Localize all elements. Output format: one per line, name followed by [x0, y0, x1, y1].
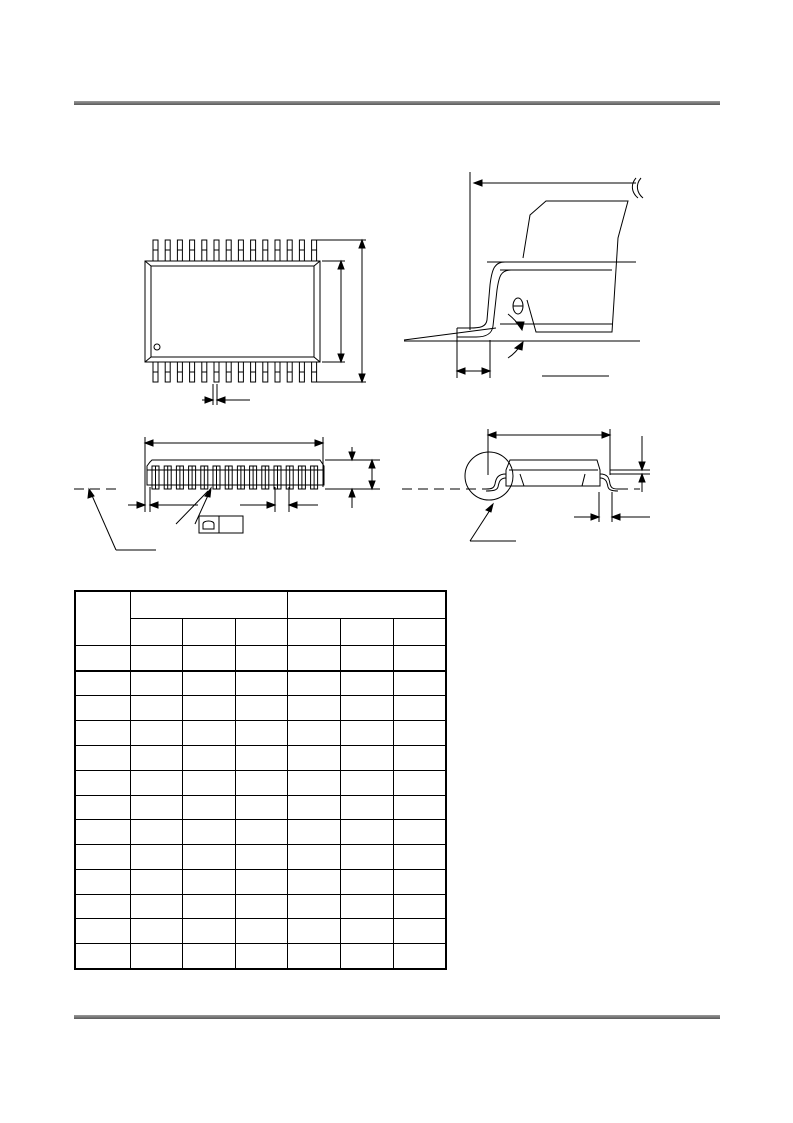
table-header-sub — [183, 618, 236, 645]
front-pin-row — [152, 466, 318, 489]
table-row — [75, 845, 446, 870]
value-cell — [288, 696, 341, 721]
table-row — [75, 645, 446, 670]
top-view — [145, 240, 366, 405]
value-cell — [130, 721, 183, 746]
row-symbol-cell — [75, 696, 130, 721]
value-cell — [235, 696, 288, 721]
value-cell — [183, 770, 236, 795]
value-cell — [183, 795, 236, 820]
value-cell — [235, 919, 288, 944]
value-cell — [341, 696, 394, 721]
table-row — [75, 671, 446, 696]
value-cell — [288, 671, 341, 696]
package-body-inner — [151, 266, 314, 357]
row-symbol-cell — [75, 845, 130, 870]
table-header-sub — [235, 618, 288, 645]
table-header-sub — [341, 618, 394, 645]
table-row — [75, 944, 446, 969]
value-cell — [393, 721, 446, 746]
value-cell — [288, 746, 341, 771]
package-body-outline — [145, 261, 320, 362]
table-header-group-1 — [130, 591, 288, 618]
value-cell — [183, 671, 236, 696]
table-row — [75, 746, 446, 771]
row-symbol-cell — [75, 869, 130, 894]
table-row — [75, 869, 446, 894]
front-body — [147, 460, 324, 485]
table-header-row-1 — [75, 591, 446, 618]
value-cell — [393, 746, 446, 771]
top-pin-row — [153, 240, 317, 261]
value-cell — [288, 645, 341, 670]
value-cell — [341, 746, 394, 771]
value-cell — [393, 770, 446, 795]
value-cell — [235, 721, 288, 746]
value-cell — [130, 795, 183, 820]
value-cell — [235, 869, 288, 894]
pin1-marker — [154, 344, 160, 350]
value-cell — [288, 820, 341, 845]
value-cell — [130, 820, 183, 845]
value-cell — [341, 645, 394, 670]
value-cell — [183, 645, 236, 670]
table-row — [75, 919, 446, 944]
row-symbol-cell — [75, 645, 130, 670]
table-header-group-2 — [288, 591, 446, 618]
value-cell — [130, 671, 183, 696]
row-symbol-cell — [75, 919, 130, 944]
value-cell — [235, 894, 288, 919]
value-cell — [183, 721, 236, 746]
table-row — [75, 894, 446, 919]
value-cell — [341, 869, 394, 894]
value-cell — [183, 845, 236, 870]
value-cell — [341, 820, 394, 845]
value-cell — [235, 746, 288, 771]
value-cell — [235, 845, 288, 870]
value-cell — [130, 645, 183, 670]
row-symbol-cell — [75, 770, 130, 795]
table-header-sub — [288, 618, 341, 645]
table-row — [75, 795, 446, 820]
row-symbol-cell — [75, 894, 130, 919]
value-cell — [183, 746, 236, 771]
value-cell — [235, 671, 288, 696]
value-cell — [183, 894, 236, 919]
table-row — [75, 721, 446, 746]
value-cell — [393, 820, 446, 845]
value-cell — [393, 671, 446, 696]
value-cell — [341, 671, 394, 696]
bottom-pin-row — [153, 362, 317, 382]
value-cell — [130, 919, 183, 944]
value-cell — [130, 869, 183, 894]
row-symbol-cell — [75, 746, 130, 771]
value-cell — [393, 845, 446, 870]
value-cell — [288, 869, 341, 894]
value-cell — [288, 795, 341, 820]
value-cell — [130, 944, 183, 969]
row-symbol-cell — [75, 820, 130, 845]
value-cell — [288, 919, 341, 944]
value-cell — [288, 845, 341, 870]
value-cell — [130, 894, 183, 919]
value-cell — [341, 770, 394, 795]
value-cell — [341, 845, 394, 870]
table-header-sub — [130, 618, 183, 645]
side-view — [402, 429, 650, 541]
value-cell — [235, 820, 288, 845]
side-body — [506, 460, 600, 486]
table-header-row-2 — [75, 618, 446, 645]
value-cell — [341, 795, 394, 820]
value-cell — [393, 894, 446, 919]
value-cell — [341, 721, 394, 746]
row-symbol-cell — [75, 795, 130, 820]
value-cell — [235, 645, 288, 670]
value-cell — [393, 944, 446, 969]
value-cell — [393, 795, 446, 820]
value-cell — [393, 869, 446, 894]
value-cell — [393, 696, 446, 721]
value-cell — [393, 919, 446, 944]
value-cell — [130, 746, 183, 771]
table-row — [75, 696, 446, 721]
value-cell — [183, 944, 236, 969]
value-cell — [183, 869, 236, 894]
lead-detail-view — [404, 172, 643, 378]
table-row — [75, 820, 446, 845]
value-cell — [288, 944, 341, 969]
row-symbol-cell — [75, 944, 130, 969]
table-header-symbol-cell — [75, 591, 130, 645]
value-cell — [183, 696, 236, 721]
value-cell — [341, 919, 394, 944]
front-view — [74, 437, 380, 550]
value-cell — [130, 696, 183, 721]
dimension-table — [74, 590, 447, 970]
value-cell — [288, 721, 341, 746]
value-cell — [130, 770, 183, 795]
value-cell — [341, 944, 394, 969]
value-cell — [235, 770, 288, 795]
value-cell — [288, 770, 341, 795]
value-cell — [130, 845, 183, 870]
tolerance-frame — [199, 516, 243, 533]
tolerance-symbol — [203, 521, 214, 529]
value-cell — [341, 894, 394, 919]
table-row — [75, 770, 446, 795]
value-cell — [183, 919, 236, 944]
row-symbol-cell — [75, 721, 130, 746]
value-cell — [393, 645, 446, 670]
value-cell — [235, 944, 288, 969]
value-cell — [183, 820, 236, 845]
value-cell — [235, 795, 288, 820]
table-header-sub — [393, 618, 446, 645]
value-cell — [288, 894, 341, 919]
row-symbol-cell — [75, 671, 130, 696]
footer-rule — [74, 1015, 720, 1019]
